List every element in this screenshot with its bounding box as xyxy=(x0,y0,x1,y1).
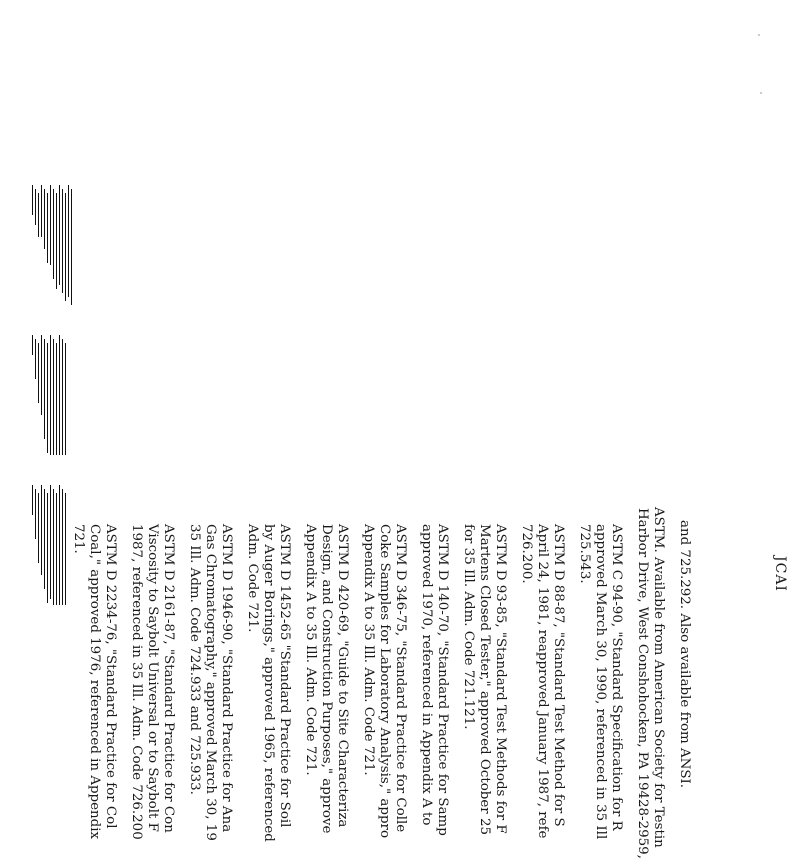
text-line: Coal," approved 1976, referenced in Appendix xyxy=(87,524,102,840)
text-line: 726.200. xyxy=(519,524,534,584)
barcode-stroke xyxy=(44,339,45,439)
text-line: Adm. Code 721. xyxy=(245,524,260,633)
barcode-stroke xyxy=(68,185,69,297)
barcode-stroke xyxy=(71,189,72,305)
text-line: ASTM D 2234-76, "Standard Practice for Col xyxy=(103,524,118,829)
barcode-stroke xyxy=(38,493,39,563)
text-line: Harbor Drive, West Conshohocken, PA 19428-2959, xyxy=(635,508,650,859)
barcode-stroke xyxy=(50,185,51,265)
text-line: 721. xyxy=(71,524,86,554)
text-line: Martens Closed Tester," approved October 25 xyxy=(477,524,492,835)
barcode-stroke xyxy=(62,339,63,455)
text-line: ASTM D 1452-65 "Standard Practice for Soil xyxy=(277,524,292,828)
barcode-stroke xyxy=(35,489,36,539)
text-line: approved 1970, referenced in Appendix A to xyxy=(419,524,434,826)
barcode-stroke xyxy=(62,189,63,293)
text-line: ASTM D 2161-87, "Standard Practice for Con xyxy=(161,524,176,833)
text-line: Gas Chromatography," approved March 30, 19 xyxy=(203,524,218,841)
scan-speck xyxy=(760,92,762,94)
barcode-stroke xyxy=(65,193,66,301)
barcode-stroke xyxy=(56,493,57,605)
barcode-stroke xyxy=(41,185,42,237)
barcode-stroke xyxy=(59,485,60,605)
barcode-stroke xyxy=(53,339,54,455)
text-line: Design, and Construction Purposes," approve xyxy=(319,524,334,834)
barcode-stroke xyxy=(32,485,33,515)
barcode-stroke xyxy=(47,493,48,603)
text-line: ASTM D 346-75, "Standard Practice for Colle xyxy=(393,524,408,833)
scan-speck xyxy=(758,34,760,36)
page-header: JCAI xyxy=(772,556,788,592)
barcode-stroke xyxy=(32,335,33,355)
barcode-stroke xyxy=(53,189,54,279)
barcode-stroke xyxy=(56,343,57,455)
barcode-stroke xyxy=(59,335,60,455)
barcode-stroke xyxy=(38,193,39,237)
text-line: ASTM D 88-87, "Standard Test Method for S xyxy=(551,524,566,827)
text-line: 35 Ill. Adm. Code 724.933 and 725.933. xyxy=(187,524,202,795)
text-line: and 725.292. Also available from ANSI. xyxy=(677,520,692,789)
barcode-stroke xyxy=(47,193,48,263)
barcode-stroke xyxy=(50,335,51,455)
text-line: approved March 30, 1990, referenced in 35 Ill xyxy=(593,524,608,840)
text-line: by Auger Borings," approved 1965, referenced xyxy=(261,524,276,842)
text-line: ASTM. Available from American Society for Testin xyxy=(651,507,666,848)
barcode-stroke xyxy=(65,493,66,605)
text-line: ASTM D 140-70, "Standard Practice for Samp xyxy=(435,524,450,836)
text-line: ASTM D 420-69, "Guide to Site Characteriza xyxy=(335,524,350,828)
text-line: April 24, 1981, reapproved January 1987, refe xyxy=(535,524,550,839)
text-line: ASTM D 93-85, "Standard Test Methods for F xyxy=(493,524,508,834)
barcode-stroke xyxy=(32,185,33,215)
barcode-stroke xyxy=(59,185,60,285)
barcode-stroke xyxy=(35,339,36,379)
barcode-stroke xyxy=(56,193,57,289)
barcode-stroke xyxy=(41,485,42,575)
text-line: Appendix A to 35 Ill. Adm. Code 721. xyxy=(361,524,376,776)
text-line: 1987, referenced in 35 Ill. Adm. Code 726.200 xyxy=(129,524,144,840)
text-line: for 35 Ill. Adm. Code 721.121. xyxy=(461,524,476,730)
barcode-stroke xyxy=(44,489,45,589)
text-line: ASTM C 94-90, "Standard Specification for R xyxy=(609,524,624,831)
margin-barcode-marks xyxy=(30,185,72,605)
barcode-stroke xyxy=(65,343,66,455)
barcode-stroke xyxy=(38,343,39,403)
barcode-stroke xyxy=(44,189,45,249)
text-line: Viscosity to Saybolt Universal or to Saybolt F xyxy=(145,524,160,832)
text-line: Appendix A to 35 Ill. Adm. Code 721. xyxy=(303,524,318,776)
barcode-stroke xyxy=(53,489,54,605)
text-line: ASTM D 1946-90, "Standard Practice for Ana xyxy=(219,524,234,833)
barcode-stroke xyxy=(35,189,36,225)
barcode-stroke xyxy=(41,335,42,415)
text-line: 725.543. xyxy=(577,524,592,584)
barcode-stroke xyxy=(62,489,63,605)
text-line: Coke Samples for Laboratory Analysis," appro xyxy=(377,524,392,839)
barcode-stroke xyxy=(47,343,48,453)
barcode-stroke xyxy=(50,485,51,599)
